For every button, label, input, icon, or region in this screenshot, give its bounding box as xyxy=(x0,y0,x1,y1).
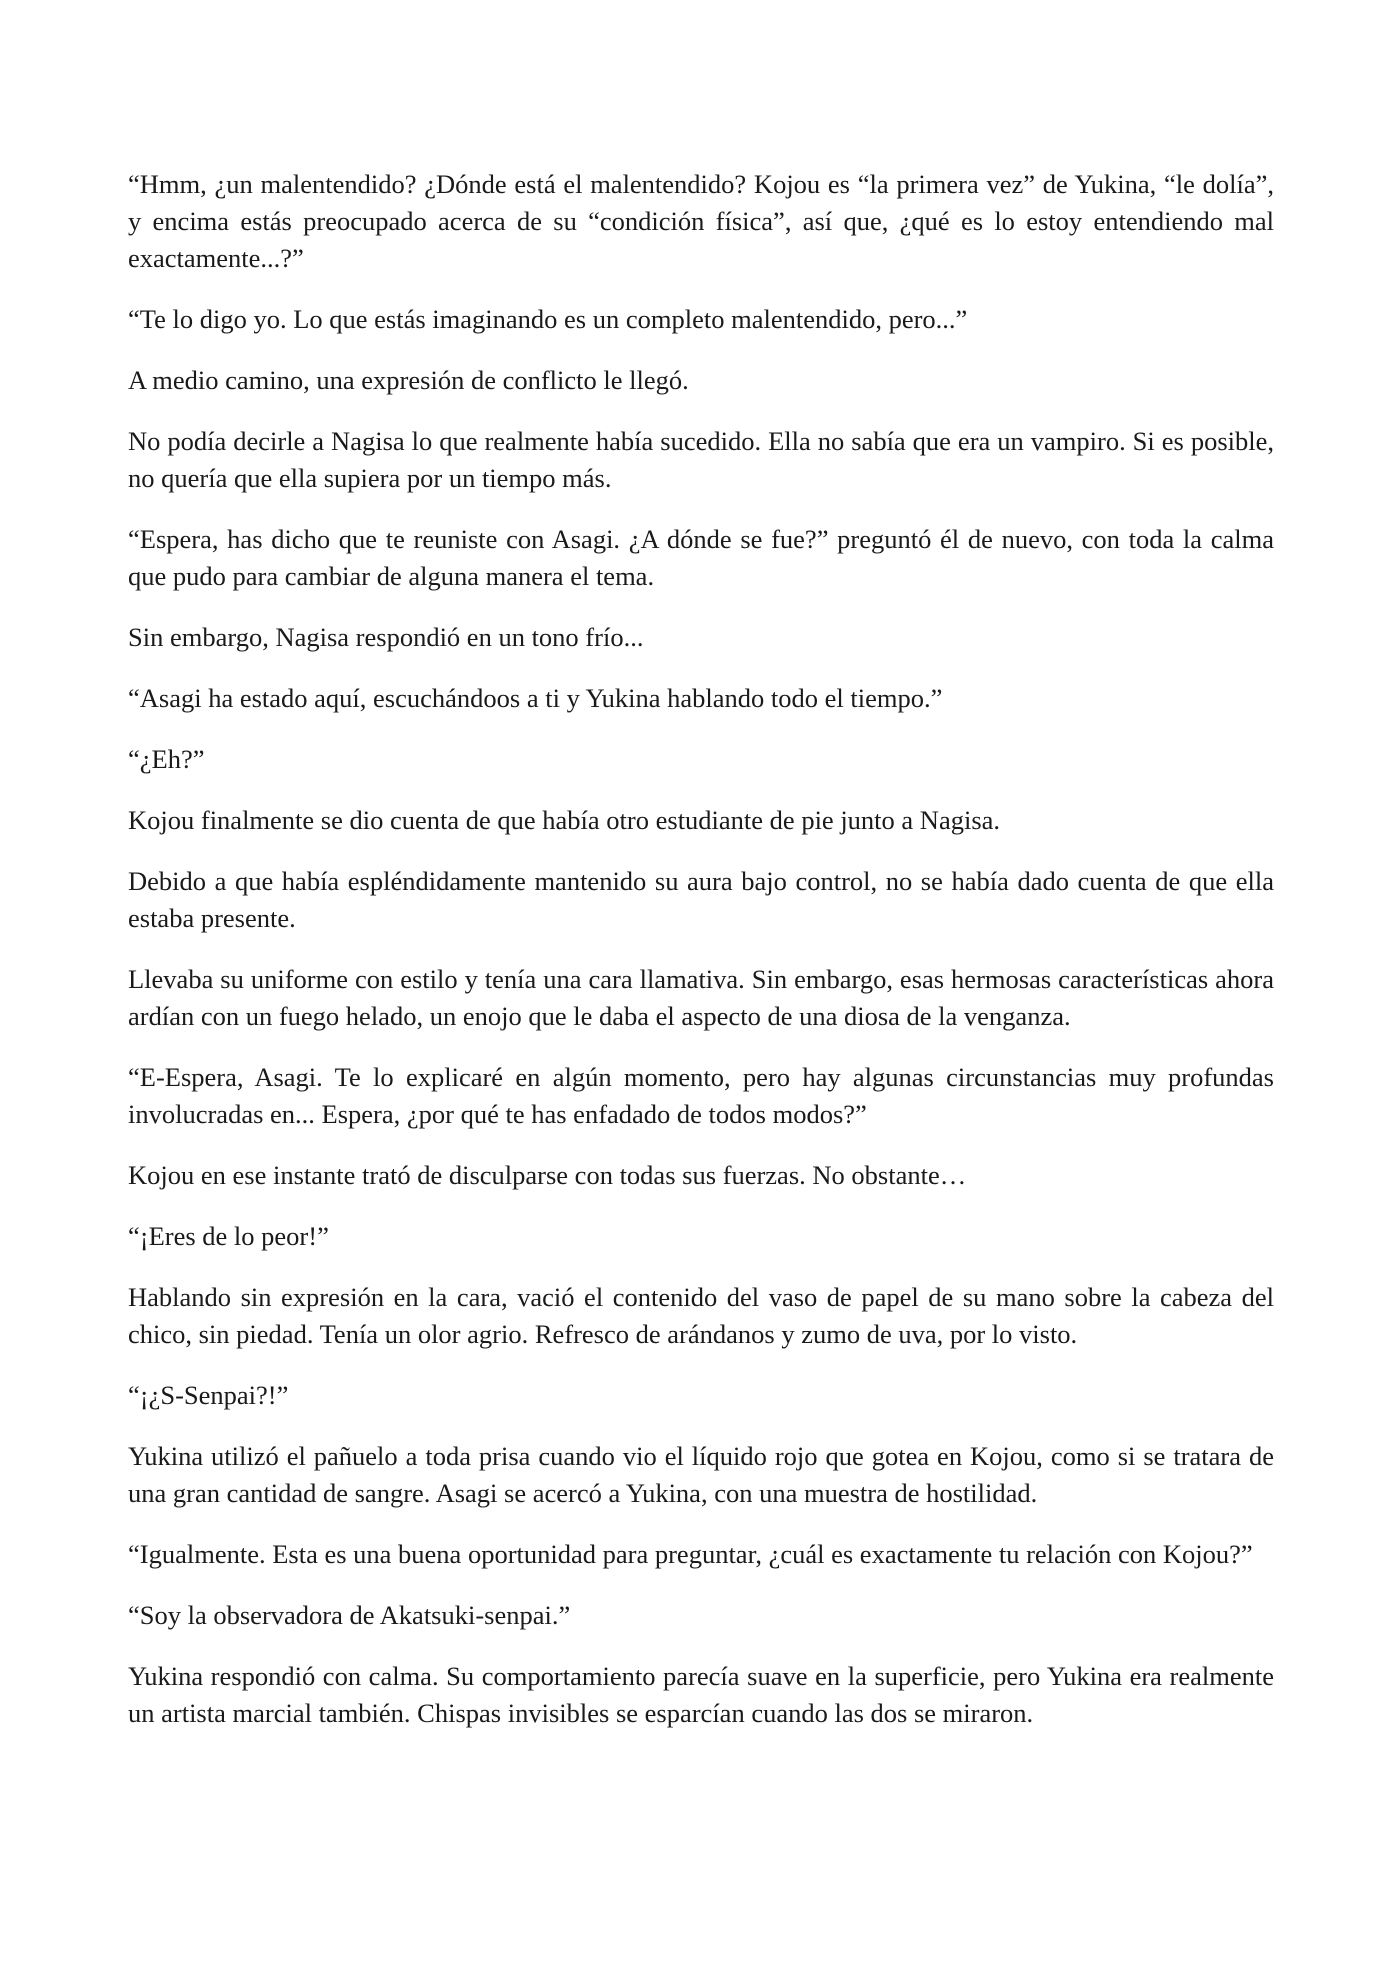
paragraph: “Te lo digo yo. Lo que estás imaginando es un completo malentendido, pero...” xyxy=(128,304,968,334)
text-body xyxy=(128,166,1274,1756)
paragraph: “Igualmente. Esta es una buena oportunidad para preguntar, ¿cuál es exactamente tu relación con Kojou?” xyxy=(128,1539,1253,1569)
paragraph: Yukina utilizó el pañuelo a toda prisa cuando vio el líquido rojo que gotea en Kojou, como si se tratara de una gran cantidad de sangre. Asagi se acercó a Yukina, con una muestra de hostilidad. xyxy=(128,1441,1274,1508)
paragraph: “Asagi ha estado aquí, escuchándoos a ti y Yukina hablando todo el tiempo.” xyxy=(128,683,943,713)
paragraph: Sin embargo, Nagisa respondió en un tono frío... xyxy=(128,622,644,652)
paragraph: Debido a que había espléndidamente mantenido su aura bajo control, no se había dado cuenta de que ella estaba presente. xyxy=(128,866,1274,933)
paragraph: A medio camino, una expresión de conflicto le llegó. xyxy=(128,365,689,395)
paragraph: No podía decirle a Nagisa lo que realmente había sucedido. Ella no sabía que era un vampiro. Si es posible, no quería que ella supiera por un tiempo más. xyxy=(128,426,1274,493)
paragraph: “Hmm, ¿un malentendido? ¿Dónde está el malentendido? Kojou es “la primera vez” de Yukina, “le dolía”, y encima estás preocupado acerca de su “condición física”, así que, ¿qué es lo estoy entendiendo mal exactamente...?” xyxy=(128,169,1274,273)
paragraph: Hablando sin expresión en la cara, vació el contenido del vaso de papel de su mano sobre la cabeza del chico, sin piedad. Tenía un olor agrio. Refresco de arándanos y zumo de uva, por lo visto. xyxy=(128,1282,1274,1349)
paragraph: “Espera, has dicho que te reuniste con Asagi. ¿A dónde se fue?” preguntó él de nuevo, con toda la calma que pudo para cambiar de alguna manera el tema. xyxy=(128,524,1274,591)
paragraph: Llevaba su uniforme con estilo y tenía una cara llamativa. Sin embargo, esas hermosas características ahora ardían con un fuego helado, un enojo que le daba el aspecto de una diosa de la venganza. xyxy=(128,964,1274,1031)
paragraph: “¡¿S-Senpai?!” xyxy=(128,1380,289,1410)
paragraph: Yukina respondió con calma. Su comportamiento parecía suave en la superficie, pero Yukina era realmente un artista marcial también. Chispas invisibles se esparcían cuando las dos se miraron. xyxy=(128,1661,1274,1728)
paragraph: “¡Eres de lo peor!” xyxy=(128,1221,329,1251)
paragraph: “E-Espera, Asagi. Te lo explicaré en algún momento, pero hay algunas circunstancias muy profundas involucradas en... Espera, ¿por qué te has enfadado de todos modos?” xyxy=(128,1062,1274,1129)
paragraph: “¿Eh?” xyxy=(128,744,205,774)
paragraph: “Soy la observadora de Akatsuki-senpai.” xyxy=(128,1600,571,1630)
paragraph: Kojou finalmente se dio cuenta de que había otro estudiante de pie junto a Nagisa. xyxy=(128,805,1001,835)
paragraph: Kojou en ese instante trató de disculparse con todas sus fuerzas. No obstante… xyxy=(128,1160,967,1190)
